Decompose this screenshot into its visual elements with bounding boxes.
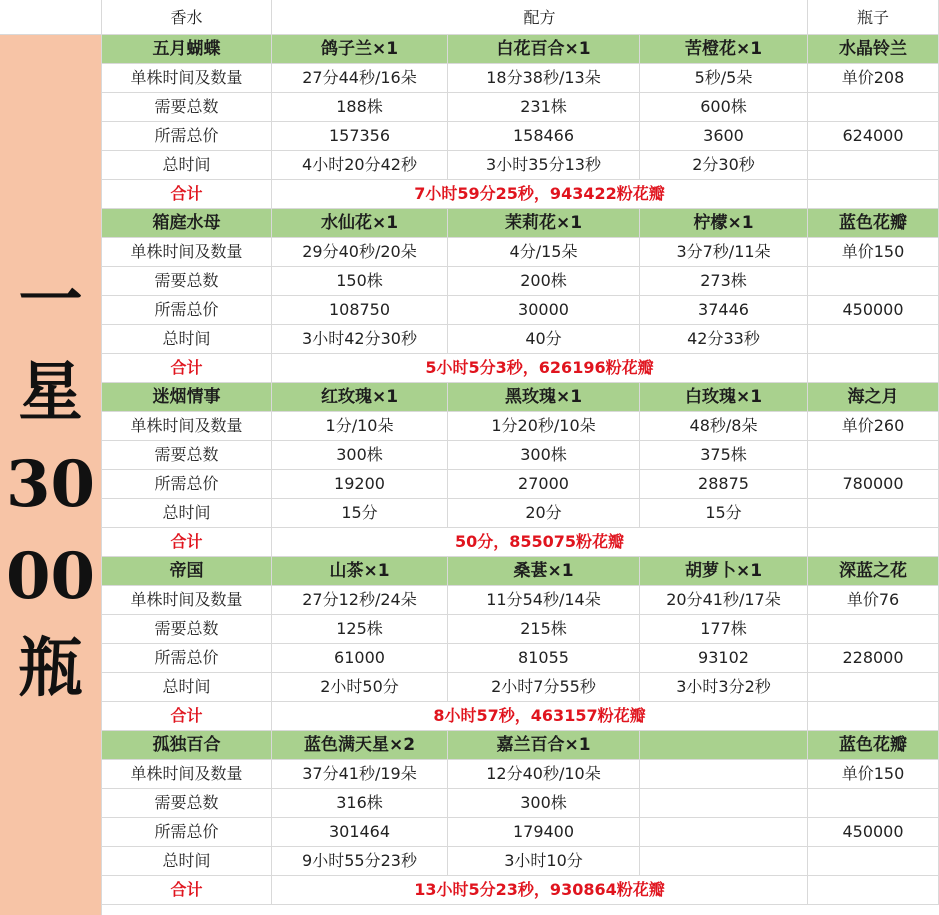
section-header-row	[102, 35, 939, 64]
bottle-cell: 450000	[808, 296, 939, 324]
table-cell: 20分	[448, 499, 640, 527]
ingredient-name: 白花百合×1	[448, 35, 640, 63]
sum-value: 5小时5分3秒，626196粉花瓣	[272, 354, 808, 382]
table-cell: 42分33秒	[640, 325, 808, 353]
table-cell: 61000	[272, 644, 448, 672]
row-label: 需要总数	[102, 93, 272, 121]
table-cell: 300株	[448, 441, 640, 469]
table-cell: 48秒/8朵	[640, 412, 808, 440]
table-cell	[808, 325, 939, 353]
sum-value: 8小时57秒，463157粉花瓣	[272, 702, 808, 730]
row-label: 需要总数	[102, 615, 272, 643]
bottle-name: 海之月	[808, 383, 939, 411]
table-cell: 3600	[640, 122, 808, 150]
table-cell: 4分/15朵	[448, 238, 640, 266]
table-cell: 2小时7分55秒	[448, 673, 640, 701]
table-cell	[808, 847, 939, 875]
sum-row	[102, 354, 939, 383]
row-label: 所需总价	[102, 818, 272, 846]
table-cell: 40分	[448, 325, 640, 353]
perfume-name: 箱庭水母	[102, 209, 272, 237]
ingredient-name: 山茶×1	[272, 557, 448, 585]
row-label: 单株时间及数量	[102, 64, 272, 92]
table-row	[102, 789, 939, 818]
table-row	[102, 615, 939, 644]
table-row	[102, 586, 939, 615]
sum-row	[102, 180, 939, 209]
table-cell: 27分44秒/16朵	[272, 64, 448, 92]
table-cell	[808, 354, 939, 382]
table-header	[0, 0, 939, 35]
bottle-cell: 单价260	[808, 412, 939, 440]
table-cell: 15分	[640, 499, 808, 527]
table-row	[102, 644, 939, 673]
ingredient-name: 胡萝卜×1	[640, 557, 808, 585]
table-row	[102, 412, 939, 441]
perfume-name: 迷烟情事	[102, 383, 272, 411]
table-row	[102, 818, 939, 847]
table-row	[102, 760, 939, 789]
table-cell: 12分40秒/10朵	[448, 760, 640, 788]
section-header-row	[102, 209, 939, 238]
sum-value: 50分，855075粉花瓣	[272, 528, 808, 556]
row-label: 总时间	[102, 499, 272, 527]
table-cell: 4小时20分42秒	[272, 151, 448, 179]
table-cell: 600株	[640, 93, 808, 121]
ingredient-name: 苦橙花×1	[640, 35, 808, 63]
table-cell	[640, 760, 808, 788]
row-label: 单株时间及数量	[102, 586, 272, 614]
table-cell	[640, 847, 808, 875]
table-cell: 19200	[272, 470, 448, 498]
bottle-cell: 单价208	[808, 64, 939, 92]
side-label	[0, 255, 101, 715]
row-label: 需要总数	[102, 789, 272, 817]
bottle-cell: 780000	[808, 470, 939, 498]
table-cell: 2小时50分	[272, 673, 448, 701]
table-cell: 3小时42分30秒	[272, 325, 448, 353]
table-row	[102, 64, 939, 93]
sum-label: 合计	[102, 354, 272, 382]
row-label: 所需总价	[102, 296, 272, 324]
row-label: 总时间	[102, 673, 272, 701]
side-label-char: 00	[5, 539, 96, 614]
table-cell: 2分30秒	[640, 151, 808, 179]
table-cell	[808, 151, 939, 179]
table-cell: 29分40秒/20朵	[272, 238, 448, 266]
row-label: 需要总数	[102, 441, 272, 469]
sum-row	[102, 876, 939, 905]
section-header-row	[102, 557, 939, 586]
table-row	[102, 151, 939, 180]
bottle-name: 深蓝之花	[808, 557, 939, 585]
bottle-name: 水晶铃兰	[808, 35, 939, 63]
table-row	[102, 93, 939, 122]
ingredient-name: 白玫瑰×1	[640, 383, 808, 411]
bottle-cell: 228000	[808, 644, 939, 672]
sum-value: 7小时59分25秒，943422粉花瓣	[272, 180, 808, 208]
table-row	[102, 296, 939, 325]
bottle-cell: 624000	[808, 122, 939, 150]
sum-label: 合计	[102, 876, 272, 904]
table-cell: 375株	[640, 441, 808, 469]
bottle-cell: 450000	[808, 818, 939, 846]
table-cell: 20分41秒/17朵	[640, 586, 808, 614]
table-cell: 300株	[272, 441, 448, 469]
table-cell: 18分38秒/13朵	[448, 64, 640, 92]
ingredient-name: 鸽子兰×1	[272, 35, 448, 63]
table-cell: 108750	[272, 296, 448, 324]
ingredient-name: 红玫瑰×1	[272, 383, 448, 411]
ingredient-name: 茉莉花×1	[448, 209, 640, 237]
bottle-name: 蓝色花瓣	[808, 209, 939, 237]
table-cell	[808, 499, 939, 527]
table-cell	[808, 267, 939, 295]
table-cell	[808, 528, 939, 556]
header-blank	[0, 0, 102, 35]
table-cell: 3分7秒/11朵	[640, 238, 808, 266]
table-cell: 3小时10分	[448, 847, 640, 875]
table-cell: 11分54秒/14朵	[448, 586, 640, 614]
table-row	[102, 847, 939, 876]
ingredient-name: 嘉兰百合×1	[448, 731, 640, 759]
side-label-char: 瓶	[18, 631, 83, 706]
ingredient-name: 黑玫瑰×1	[448, 383, 640, 411]
sum-label: 合计	[102, 180, 272, 208]
table-cell: 15分	[272, 499, 448, 527]
table-row	[102, 267, 939, 296]
table-cell	[808, 441, 939, 469]
table-cell: 30000	[448, 296, 640, 324]
row-label: 需要总数	[102, 267, 272, 295]
table-cell	[640, 789, 808, 817]
table-row	[102, 238, 939, 267]
side-label-char: 一	[18, 263, 83, 338]
table-cell	[808, 702, 939, 730]
row-label: 所需总价	[102, 122, 272, 150]
table-cell	[808, 180, 939, 208]
table-cell: 300株	[448, 789, 640, 817]
table-cell: 125株	[272, 615, 448, 643]
row-label: 所需总价	[102, 644, 272, 672]
sum-row	[102, 702, 939, 731]
bottle-cell: 单价150	[808, 760, 939, 788]
table-row	[102, 122, 939, 151]
table-cell: 157356	[272, 122, 448, 150]
table-cell: 37446	[640, 296, 808, 324]
row-label: 单株时间及数量	[102, 412, 272, 440]
table-cell: 215株	[448, 615, 640, 643]
table-row	[102, 673, 939, 702]
bottle-cell: 单价76	[808, 586, 939, 614]
side-label-panel	[0, 35, 102, 915]
section-header-row	[102, 731, 939, 760]
table-cell: 81055	[448, 644, 640, 672]
table-cell: 3小时35分13秒	[448, 151, 640, 179]
bottle-cell: 单价150	[808, 238, 939, 266]
table-row	[102, 325, 939, 354]
ingredient-name: 水仙花×1	[272, 209, 448, 237]
sum-value: 13小时5分23秒，930864粉花瓣	[272, 876, 808, 904]
table-cell: 1分/10朵	[272, 412, 448, 440]
header-perfume: 香水	[102, 0, 272, 35]
table-cell: 28875	[640, 470, 808, 498]
row-label: 单株时间及数量	[102, 760, 272, 788]
table-cell: 1分20秒/10朵	[448, 412, 640, 440]
table-cell: 231株	[448, 93, 640, 121]
table-cell: 150株	[272, 267, 448, 295]
table-cell	[808, 876, 939, 904]
table-row	[102, 441, 939, 470]
sum-row	[102, 528, 939, 557]
table-row	[102, 499, 939, 528]
table-cell: 273株	[640, 267, 808, 295]
side-label-char: 30	[5, 447, 96, 522]
table-cell: 37分41秒/19朵	[272, 760, 448, 788]
ingredient-name: 桑葚×1	[448, 557, 640, 585]
table-row	[102, 470, 939, 499]
table-cell: 158466	[448, 122, 640, 150]
table-cell: 27000	[448, 470, 640, 498]
table-cell	[808, 93, 939, 121]
row-label: 所需总价	[102, 470, 272, 498]
table-cell: 188株	[272, 93, 448, 121]
side-label-char: 星	[18, 355, 83, 430]
ingredient-name: 柠檬×1	[640, 209, 808, 237]
row-label: 总时间	[102, 325, 272, 353]
bottle-name: 蓝色花瓣	[808, 731, 939, 759]
row-label: 单株时间及数量	[102, 238, 272, 266]
section-header-row	[102, 383, 939, 412]
table-cell: 5秒/5朵	[640, 64, 808, 92]
sum-label: 合计	[102, 528, 272, 556]
perfume-name: 帝国	[102, 557, 272, 585]
table-cell: 179400	[448, 818, 640, 846]
row-label: 总时间	[102, 847, 272, 875]
table-cell: 301464	[272, 818, 448, 846]
table-cell	[640, 818, 808, 846]
header-formula: 配方	[272, 0, 808, 35]
table-cell: 200株	[448, 267, 640, 295]
table-cell: 177株	[640, 615, 808, 643]
table-cell	[808, 615, 939, 643]
row-label: 总时间	[102, 151, 272, 179]
table-cell: 93102	[640, 644, 808, 672]
perfume-name: 五月蝴蝶	[102, 35, 272, 63]
ingredient-name: 蓝色满天星×2	[272, 731, 448, 759]
table-cell: 27分12秒/24朵	[272, 586, 448, 614]
recipe-table	[102, 35, 939, 905]
sum-label: 合计	[102, 702, 272, 730]
table-cell: 9小时55分23秒	[272, 847, 448, 875]
perfume-name: 孤独百合	[102, 731, 272, 759]
table-cell	[808, 789, 939, 817]
table-cell: 3小时3分2秒	[640, 673, 808, 701]
table-cell: 316株	[272, 789, 448, 817]
header-bottle: 瓶子	[808, 0, 939, 35]
ingredient-name	[640, 731, 808, 759]
table-cell	[808, 673, 939, 701]
